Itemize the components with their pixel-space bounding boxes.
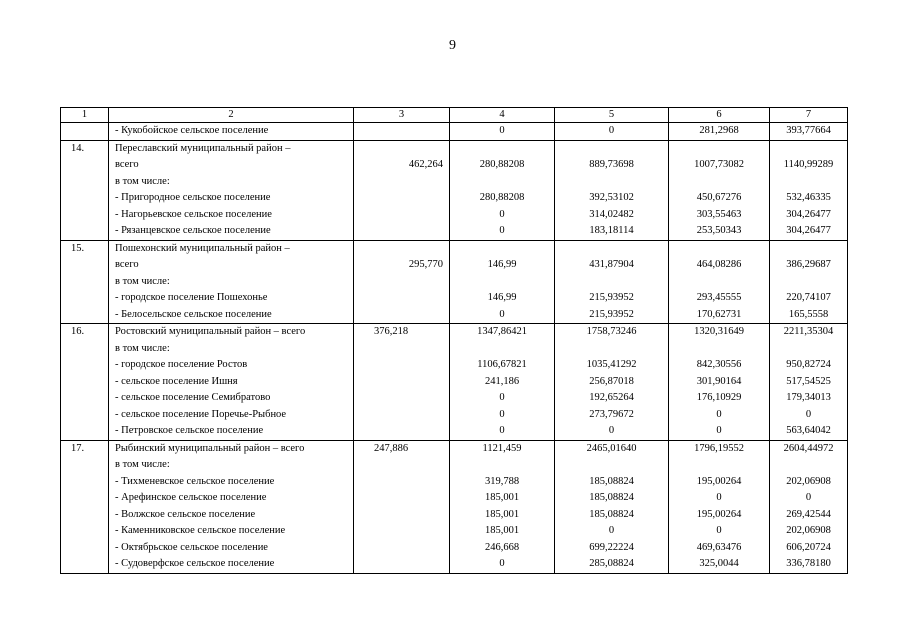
col5-cell: 185,08824 [555,507,669,524]
col3-cell [354,207,450,224]
row-name-cell: Переславский муниципальный район – [109,140,354,157]
table-row [61,140,848,157]
col4-cell: 0 [450,307,555,324]
col3-cell [354,523,450,540]
table-row [61,123,848,141]
col6-cell [669,274,770,291]
col4-cell: 0 [450,423,555,440]
row-name-cell: - Пригородное сельское поселение [109,190,354,207]
row-name-cell: Пошехонский муниципальный район – [109,240,354,257]
col5-cell: 256,87018 [555,374,669,391]
col5-cell: 392,53102 [555,190,669,207]
col5-cell: 285,08824 [555,556,669,573]
table-row [61,240,848,257]
table-row [61,474,848,491]
col7-cell [770,140,848,157]
table-row [61,207,848,224]
col6-cell [669,240,770,257]
col5-cell: 0 [555,523,669,540]
col5-cell: 889,73698 [555,157,669,174]
row-number-cell [61,257,109,274]
table-row [61,507,848,524]
table-row [61,407,848,424]
row-number-cell [61,190,109,207]
subsidy-table [60,107,848,574]
col3-cell [354,423,450,440]
row-name-cell: - городское поселение Пошехонье [109,290,354,307]
col7-cell [770,341,848,358]
col5-cell: 2465,01640 [555,440,669,457]
col7-cell: 517,54525 [770,374,848,391]
col4-cell [450,341,555,358]
col6-cell: 0 [669,407,770,424]
col6-cell: 301,90164 [669,374,770,391]
col6-cell: 176,10929 [669,390,770,407]
col5-cell: 314,02482 [555,207,669,224]
col3-cell [354,507,450,524]
col4-cell: 1106,67821 [450,357,555,374]
row-name-cell: в том числе: [109,274,354,291]
col6-cell: 469,63476 [669,540,770,557]
col7-cell: 202,06908 [770,474,848,491]
row-number-cell [61,423,109,440]
col7-cell: 0 [770,407,848,424]
col6-cell [669,174,770,191]
col5-cell: 215,93952 [555,307,669,324]
col4-cell: 0 [450,123,555,141]
col4-cell: 0 [450,207,555,224]
table-row [61,324,848,341]
table-row [61,190,848,207]
row-number-cell [61,307,109,324]
table-body [61,123,848,574]
col3-cell [354,390,450,407]
col7-cell: 0 [770,490,848,507]
col3-cell [354,490,450,507]
col3-cell [354,357,450,374]
row-name-cell: - городское поселение Ростов [109,357,354,374]
row-number-cell [61,123,109,141]
row-number-cell: 14. [61,140,109,157]
row-number-cell: 15. [61,240,109,257]
table-row [61,290,848,307]
col3-cell [354,474,450,491]
table-row [61,274,848,291]
row-number-cell [61,357,109,374]
col7-cell: 1140,99289 [770,157,848,174]
column-header-4: 4 [450,108,555,123]
row-number-cell [61,490,109,507]
table-row [61,490,848,507]
row-number-cell [61,174,109,191]
col5-cell [555,341,669,358]
row-name-cell: - сельское поселение Поречье-Рыбное [109,407,354,424]
col5-cell: 1035,41292 [555,357,669,374]
col3-cell [354,374,450,391]
row-name-cell: всего [109,257,354,274]
col6-cell: 1796,19552 [669,440,770,457]
column-header-5: 5 [555,108,669,123]
col4-cell: 1121,459 [450,440,555,457]
col6-cell: 195,00264 [669,507,770,524]
col7-cell: 606,20724 [770,540,848,557]
table-row [61,374,848,391]
col3-cell [354,174,450,191]
col6-cell: 281,2968 [669,123,770,141]
col5-cell [555,274,669,291]
col6-cell: 842,30556 [669,357,770,374]
col5-cell: 0 [555,423,669,440]
column-header-3: 3 [354,108,450,123]
col4-cell: 241,186 [450,374,555,391]
col5-cell: 431,87904 [555,257,669,274]
col7-cell: 950,82724 [770,357,848,374]
col4-cell [450,174,555,191]
col6-cell [669,341,770,358]
col6-cell [669,457,770,474]
table-row [61,457,848,474]
col7-cell: 220,74107 [770,290,848,307]
table-row [61,440,848,457]
col7-cell: 336,78180 [770,556,848,573]
table-row [61,223,848,240]
col5-cell [555,457,669,474]
col4-cell: 185,001 [450,507,555,524]
row-number-cell [61,390,109,407]
table-header [61,108,848,123]
col3-cell [354,240,450,257]
table-row [61,523,848,540]
col3-cell [354,457,450,474]
row-number-cell: 16. [61,324,109,341]
table-row [61,423,848,440]
table-row [61,341,848,358]
col3-cell [354,123,450,141]
col7-cell: 2211,35304 [770,324,848,341]
col6-cell: 253,50343 [669,223,770,240]
col4-cell [450,457,555,474]
row-number-cell [61,157,109,174]
row-name-cell: - Петровское сельское поселение [109,423,354,440]
col3-cell: 247,886 [354,440,450,457]
row-name-cell: - сельское поселение Ишня [109,374,354,391]
col5-cell: 185,08824 [555,490,669,507]
col3-cell [354,223,450,240]
row-number-cell: 17. [61,440,109,457]
row-name-cell: - Арефинское сельское поселение [109,490,354,507]
col3-cell [354,140,450,157]
col6-cell: 195,00264 [669,474,770,491]
col6-cell: 325,0044 [669,556,770,573]
col3-cell [354,341,450,358]
col4-cell [450,140,555,157]
col4-cell: 0 [450,407,555,424]
row-number-cell [61,556,109,573]
col7-cell: 304,26477 [770,223,848,240]
col4-cell: 246,668 [450,540,555,557]
col7-cell [770,174,848,191]
col6-cell: 170,62731 [669,307,770,324]
col6-cell: 0 [669,523,770,540]
col3-cell [354,274,450,291]
col4-cell: 146,99 [450,290,555,307]
col7-cell: 202,06908 [770,523,848,540]
row-number-cell [61,207,109,224]
table-row [61,390,848,407]
col7-cell: 2604,44972 [770,440,848,457]
col5-cell: 1758,73246 [555,324,669,341]
col4-cell [450,274,555,291]
row-name-cell: в том числе: [109,341,354,358]
col5-cell: 699,22224 [555,540,669,557]
row-name-cell: - Белосельское сельское поселение [109,307,354,324]
col3-cell [354,540,450,557]
row-name-cell: - Судоверфское сельское поселение [109,556,354,573]
row-name-cell: - Рязанцевское сельское поселение [109,223,354,240]
col6-cell: 0 [669,423,770,440]
row-name-cell: в том числе: [109,457,354,474]
col7-cell: 165,5558 [770,307,848,324]
table-row [61,307,848,324]
row-name-cell: в том числе: [109,174,354,191]
row-number-cell [61,457,109,474]
row-number-cell [61,507,109,524]
col7-cell: 563,64042 [770,423,848,440]
col7-cell [770,457,848,474]
col7-cell: 393,77664 [770,123,848,141]
col4-cell: 0 [450,556,555,573]
col5-cell [555,140,669,157]
col5-cell: 183,18114 [555,223,669,240]
col3-cell [354,556,450,573]
col6-cell: 1007,73082 [669,157,770,174]
row-number-cell [61,523,109,540]
col7-cell [770,240,848,257]
col6-cell [669,140,770,157]
col4-cell: 1347,86421 [450,324,555,341]
col4-cell: 0 [450,390,555,407]
col5-cell [555,174,669,191]
table-row [61,174,848,191]
col6-cell: 0 [669,490,770,507]
col6-cell: 450,67276 [669,190,770,207]
col7-cell: 179,34013 [770,390,848,407]
row-number-cell [61,341,109,358]
table-row [61,556,848,573]
col5-cell: 273,79672 [555,407,669,424]
row-name-cell: Рыбинский муниципальный район – всего [109,440,354,457]
col3-cell [354,407,450,424]
column-number-row [61,108,848,123]
col5-cell: 192,65264 [555,390,669,407]
col3-cell [354,290,450,307]
row-number-cell [61,474,109,491]
column-header-6: 6 [669,108,770,123]
col4-cell: 185,001 [450,523,555,540]
col3-cell: 295,770 [354,257,450,274]
col5-cell [555,240,669,257]
table-row [61,540,848,557]
col3-cell: 376,218 [354,324,450,341]
col3-cell [354,190,450,207]
page-number: 9 [449,38,456,53]
col7-cell: 304,26477 [770,207,848,224]
row-name-cell: всего [109,157,354,174]
col4-cell: 146,99 [450,257,555,274]
col4-cell: 0 [450,223,555,240]
row-name-cell: Ростовский муниципальный район – всего [109,324,354,341]
row-number-cell [61,374,109,391]
table-row [61,257,848,274]
row-name-cell: - Нагорьевское сельское поселение [109,207,354,224]
col4-cell: 319,788 [450,474,555,491]
col7-cell: 532,46335 [770,190,848,207]
row-number-cell [61,274,109,291]
col6-cell: 1320,31649 [669,324,770,341]
col3-cell: 462,264 [354,157,450,174]
col5-cell: 0 [555,123,669,141]
row-name-cell: - Кукобойское сельское поселение [109,123,354,141]
column-header-7: 7 [770,108,848,123]
row-name-cell: - Волжское сельское поселение [109,507,354,524]
col6-cell: 293,45555 [669,290,770,307]
col4-cell: 185,001 [450,490,555,507]
col5-cell: 185,08824 [555,474,669,491]
col7-cell: 269,42544 [770,507,848,524]
row-name-cell: - Тихменевское сельское поселение [109,474,354,491]
table-row [61,357,848,374]
row-number-cell [61,223,109,240]
row-number-cell [61,407,109,424]
row-name-cell: - Каменниковское сельское поселение [109,523,354,540]
row-number-cell [61,540,109,557]
row-number-cell [61,290,109,307]
col6-cell: 464,08286 [669,257,770,274]
row-name-cell: - Октябрьское сельское поселение [109,540,354,557]
col4-cell: 280,88208 [450,190,555,207]
col4-cell [450,240,555,257]
col5-cell: 215,93952 [555,290,669,307]
col6-cell: 303,55463 [669,207,770,224]
column-header-2: 2 [109,108,354,123]
col3-cell [354,307,450,324]
data-table-container [60,107,847,574]
col7-cell: 386,29687 [770,257,848,274]
col4-cell: 280,88208 [450,157,555,174]
row-name-cell: - сельское поселение Семибратово [109,390,354,407]
table-row [61,157,848,174]
column-header-1: 1 [61,108,109,123]
col7-cell [770,274,848,291]
